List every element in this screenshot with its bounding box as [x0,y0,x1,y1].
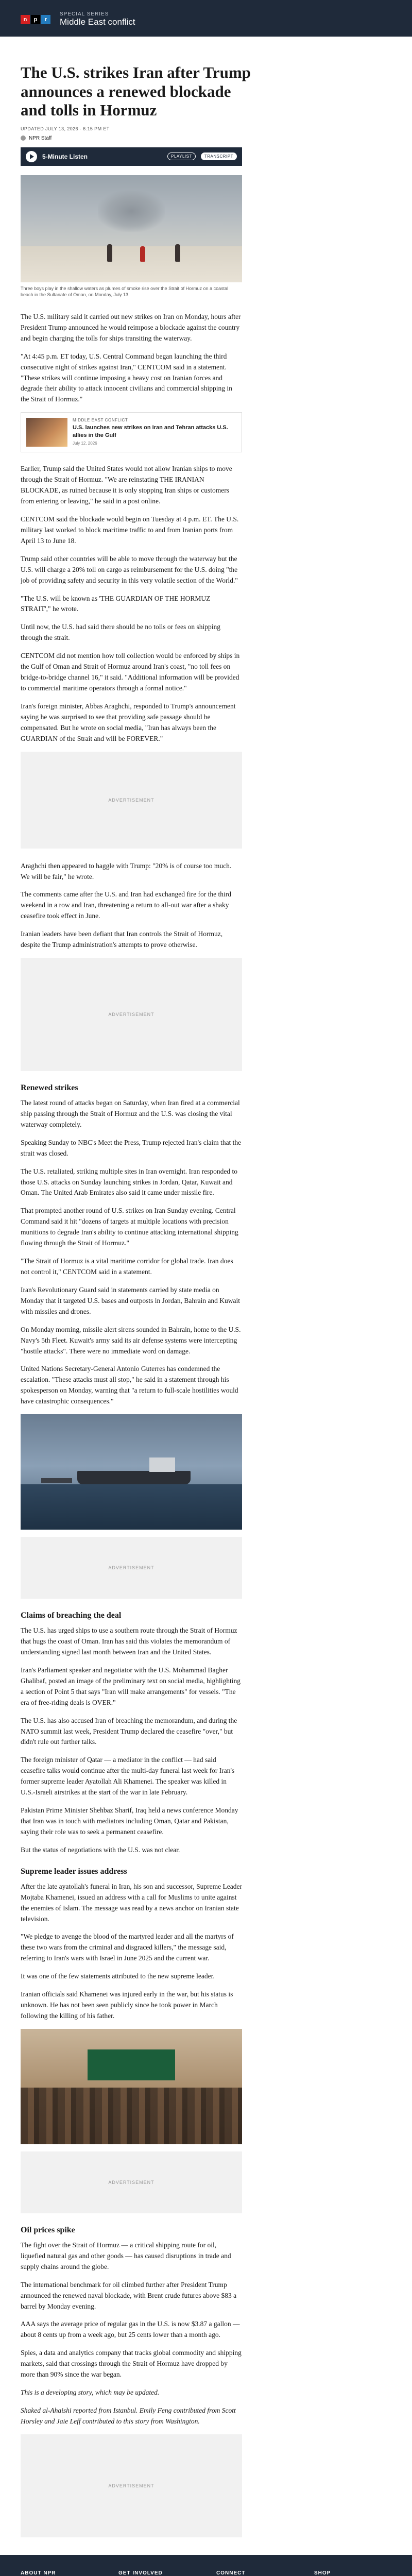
paragraph: CENTCOM said the blockade would begin on Tuesday at 4 p.m. ET. The U.S. military last worked to block maritime traffic to and from Iranian ports from April 13 to June 18. [21,515,239,545]
footer-column-heading: GET INVOLVED [118,2570,163,2576]
article-body-3 [21,861,242,951]
byline-avatar [21,135,26,141]
section-heading-deal: Claims of breaching the deal [21,1611,122,1620]
logo-letter-p: p [31,15,40,24]
paragraph: "The Strait of Hormuz is a vital maritime corridor for global trade. Iran does not control it," CENTCOM said in a statement. [21,1257,233,1276]
paragraph: United Nations Secretary-General Antonio Guterres has condemned the escalation. "These attacks must all stop," he said in a statement through his spokesperson on Monday, warning that "a return to full-scale hostilities would have catastrophic consequences." [21,1365,238,1405]
tanker-photo [21,1414,242,1530]
paragraph: The U.S. military said it carried out new strikes on Iran on Monday, hours after President Trump announced he would reimpose a blockade against the country and begin charging the tolls for ships transiting the waterway. [21,312,241,342]
footer-column-heading: ABOUT NPR [21,2570,56,2576]
npr-logo[interactable] [21,15,50,24]
paragraph: Araghchi then appeared to haggle with Trump: "20% is of course too much. We will be fair," he wrote. [21,861,232,880]
tanker-ship [77,1471,191,1484]
paragraph: Trump said other countries will be able to move through the waterway but the U.S. will charge a 20% toll on cargo as reimbursement for the U.S. doing "the job of providing safety and security in this very volatile section of the World." [21,554,238,584]
ad-label: ADVERTISEMENT [108,797,154,803]
article-dateline: UPDATED JULY 13, 2026 · 6:15 PM ET [21,126,110,131]
article [0,63,412,2537]
series-label: SPECIAL SERIES [60,11,109,17]
paragraph: "The U.S. will be known as 'THE GUARDIAN OF THE HORMUZ STRAIT'," he wrote. [21,594,211,613]
paragraph: The comments came after the U.S. and Iran had exchanged fire for the third weekend in a row and Iran, threatening a return to all-out war after a shaky ceasefire took effect in June. [21,890,231,920]
article-body-2 [21,464,242,744]
listen-label: 5-Minute Listen [42,152,88,160]
section-heading-oil-prices: Oil prices spike [21,2225,75,2234]
article-byline [21,135,391,141]
paragraph: Pakistan Prime Minister Shehbaz Sharif, Iraq held a news conference Monday that Iran was in touch with mediators including Oman, Qatar and Pakistan, saying their role was to seek a permanent ceasefire. [21,1806,238,1836]
paragraph: Earlier, Trump said the United States would not allow Iranian ships to move through the Strait of Hormuz. "We are reinstating THE IRANIAN BLOCKADE, as ruined because it is only stopping Iran ships or customers from entering or leaving," he said in a post online. [21,465,232,505]
paragraph: Iranian officials said Khamenei was injured early in the war, but his status is unknown. He has not been seen publicly since he took power in March following the killing of his father. [21,1990,233,2020]
section-renewed-strikes [21,1098,242,1407]
small-vessel [41,1478,72,1483]
site-footer [0,2555,412,2576]
paragraph: Iranian leaders have been defiant that Iran controls the Strait of Hormuz, despite the Trump administration's attempts to prove otherwise. [21,930,223,949]
advertisement[interactable] [21,1537,242,1599]
paragraph: The foreign minister of Qatar — a mediator in the conflict — had said ceasefire talks would continue after the multi-day funeral last week for Iran's former supreme leader Ayatollah Ali Khamenei. The speaker was killed in U.S.-Israeli airstrikes at the start of the war in late February. [21,1756,235,1797]
related-story-kicker: MIDDLE EAST CONFLICT [73,418,128,423]
sea [21,1484,242,1530]
article-body-1 [21,312,242,405]
advertisement[interactable] [21,2151,242,2213]
related-story-card[interactable] [21,412,242,452]
ad-label: ADVERTISEMENT [108,1012,154,1018]
byline-name[interactable]: NPR Staff [29,135,52,141]
advertisement[interactable] [21,2434,242,2537]
section-heading-supreme-leader: Supreme leader issues address [21,1867,127,1876]
ad-label: ADVERTISEMENT [108,2179,154,2185]
paragraph: CENTCOM did not mention how toll collection would be enforced by ships in the Gulf of Oman and Strait of Hormuz around Iran's coast, "no toll fees on bridge-to-bridge channel 16," it said. "Additional information will be provided to commercial maritime operators through a formal notice." [21,652,240,692]
related-story-thumbnail[interactable] [26,418,67,447]
paragraph: The fight over the Strait of Hormuz — a critical shipping route for oil, liquefied natural gas and other goods — has caused disruptions in trade and supply chains around the globe. [21,2241,231,2270]
paragraph: The U.S. retaliated, striking multiple sites in Iran overnight. Iran responded to those U.S. attacks on Sunday launching strikes in Jordan, Qatar, Kuwait and Oman. The United Arab Emirates also said it came under missile fire. [21,1167,238,1197]
advertisement[interactable] [21,752,242,849]
related-story-date: July 12, 2026 [73,440,97,446]
paragraph: The U.S. has also accused Iran of breaching the memorandum, and during the NATO summit last week, President Trump declared the ceasefire "over," but didn't rule out further talks. [21,1716,237,1746]
person-figure [175,244,180,262]
advertisement[interactable] [21,958,242,1071]
footer-columns [21,2570,391,2576]
footer-column [314,2570,391,2576]
paragraph: "We pledge to avenge the blood of the martyred leader and all the martyrs of these two wars from the criminal and disgraced killers," the message said, referring to Iran's wars with Israel in June 2025 and the current war. [21,1933,234,1962]
series-title[interactable]: Middle East conflict [60,17,135,27]
beach [21,246,242,282]
related-story-title[interactable]: U.S. launches new strikes on Iran and Tehran attacks U.S. allies in the Gulf [73,425,228,438]
site-header [0,0,412,37]
paragraph: Speaking Sunday to NBC's Meet the Press, Trump rejected Iran's claim that the strait was closed. [21,1138,242,1157]
paragraph: "At 4:45 p.m. ET today, U.S. Central Command began launching the third consecutive night of strikes against Iran," CENTCOM said in a statement. "These strikes will continue imposing a heavy cost on Iranian forces and degrade their ability to attack innocent civilians and commercial shipping in the Strait of Hormuz." [21,352,232,403]
series-kicker[interactable] [60,11,135,27]
person-figure [140,246,145,262]
paragraph: Iran's Revolutionary Guard said in statements carried by state media on Monday that it targeted U.S. bases and outposts in Jordan, Bahrain and Kuwait with missiles and drones. [21,1285,241,1315]
crowd-photo [21,2029,242,2144]
lead-photo-caption: Three boys play in the shallow waters as plumes of smoke rise over the Strait of Hormuz on a coastal beach in the Sultanate of Oman, on Monday, July 13. [21,285,229,298]
paragraph: AAA says the average price of regular gas in the U.S. is now $3.87 a gallon — about 8 cents up from a week ago, but 25 cents lower than a month ago. [21,2320,240,2339]
paragraph: The international benchmark for oil climbed further after President Trump announced the renewed naval blockade, with Brent crude futures above $83 a barrel by Monday evening. [21,2280,237,2310]
paragraph: Iran's foreign minister, Abbas Araghchi, responded to Trump's announcement saying he was surprised to see that providing safe passage should be compensated. But he wrote on social media, "Iran has always been the GUARDIAN of the Strait and will be FOREVER." [21,702,236,742]
smoke-plume [98,191,165,232]
section-heading-renewed-strikes: Renewed strikes [21,1083,78,1093]
footer-column-heading: CONNECT [216,2570,246,2576]
footer-column-heading: SHOP [314,2570,331,2576]
footer-column [21,2570,98,2576]
paragraph: It was one of the few statements attributed to the new supreme leader. [21,1972,215,1980]
section-deal [21,1625,242,1856]
section-oil-prices [21,2240,242,2380]
paragraph: Iran's Parliament speaker and negotiator with the U.S. Mohammad Bagher Ghalibaf, posted an image of the preliminary text on social media, highlighting a section of Point 5 that says "Iran will make arrangements" for vessels. "The era of free-riding deals is OVER." [21,1666,241,1706]
paragraph: Until now, the U.S. had said there should be no tolls or fees on shipping through the strait. [21,623,220,642]
banner [88,2049,175,2080]
crowd [21,2088,242,2144]
paragraph: After the late ayatollah's funeral in Iran, his son and successor, Supreme Leader Mojtaba Khamenei, issued an address with a call for Muslims to unite against the enemies of Islam. The message was read by a news anchor on Iranian state television. [21,1882,242,1923]
developing-story-note: This is a developing story, which may be updated. [21,2388,160,2397]
logo-letter-n: n [21,15,30,24]
section-supreme-leader [21,1882,242,2022]
reporting-credits: Shaked al-Ahaishi reported from Istanbul. Emily Feng contributed from Scott Horsley and Jaie Leff contributed to this story from Washington. [21,2406,236,2425]
play-icon[interactable] [26,151,37,162]
paragraph: On Monday morning, missile alert sirens sounded in Bahrain, home to the U.S. Navy's 5th Fleet. Kuwait's army said its air defense systems were intercepting "hostile attacks". There were no immediate word on damage. [21,1325,241,1355]
person-figure [107,244,112,262]
audio-player [21,147,242,166]
article-headline: The U.S. strikes Iran after Trump announces a renewed blockade and tolls in Hormuz [21,63,251,120]
ad-label: ADVERTISEMENT [108,1565,154,1571]
ad-label: ADVERTISEMENT [108,2483,154,2488]
transcript-button[interactable]: TRANSCRIPT [201,152,237,160]
paragraph: But the status of negotiations with the U.S. was not clear. [21,1845,180,1854]
paragraph: The U.S. has urged ships to use a southern route through the Strait of Hormuz that hugs the coast of Oman. Iran has said this violates the memorandum of understanding signed last month between Iran and the United States. [21,1626,237,1656]
paragraph: Spies, a data and analytics company that tracks global commodity and shipping markets, said that crossings through the Strait of Hormuz have dropped by more than 90% since the war began. [21,2349,242,2379]
footer-column [216,2570,294,2576]
tanker-bridge [149,1458,175,1472]
paragraph: The latest round of attacks began on Saturday, when Iran fired at a commercial ship passing through the Strait of Hormuz and the U.S. was closing the vital waterway completely. [21,1099,240,1128]
paragraph: That prompted another round of U.S. strikes on Iran Sunday evening. Central Command said it hit "dozens of targets at multiple locations with precision munitions to degrade Iran's ability to continue attacking international shipping flowing through the Strait of Hormuz." [21,1207,238,1247]
playlist-button[interactable]: PLAYLIST [167,152,196,160]
lead-photo [21,175,242,282]
logo-letter-r: r [41,15,50,24]
footer-column [118,2570,196,2576]
